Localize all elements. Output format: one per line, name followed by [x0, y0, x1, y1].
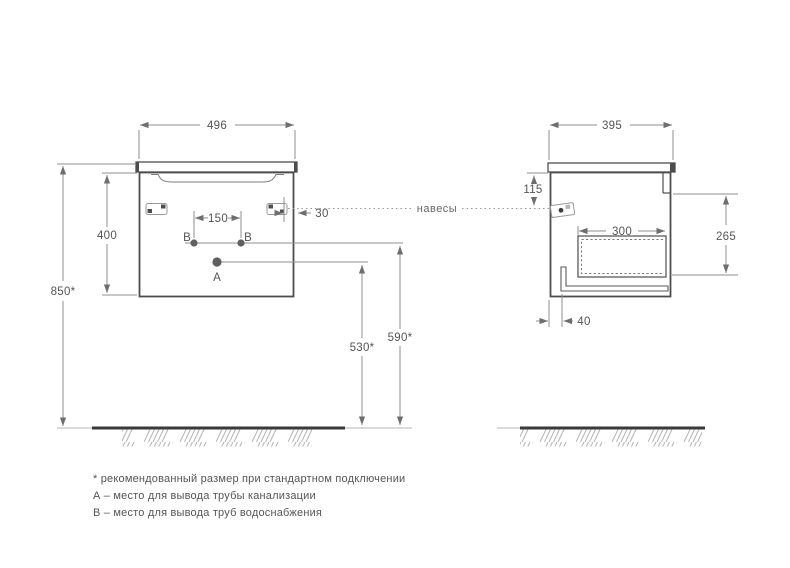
label-b-right: B — [244, 232, 252, 244]
dim-width-496 — [139, 120, 295, 159]
side-countertop — [548, 163, 675, 172]
dim-hanger-drop-115 — [523, 173, 548, 206]
svg-text:496: 496 — [206, 120, 228, 132]
dim-hanger-offset-30 — [276, 197, 329, 222]
side-countertop-front-cap — [670, 163, 675, 172]
svg-text:400: 400 — [96, 230, 118, 242]
floor-right — [497, 428, 705, 447]
hangers-label: навесы — [416, 203, 458, 215]
svg-text:150: 150 — [207, 213, 229, 225]
svg-text:40: 40 — [577, 316, 591, 328]
side-cabinet-body — [551, 173, 671, 297]
front-countertop — [136, 162, 297, 172]
front-countertop-left-cap — [136, 162, 139, 172]
dim-drawer-front-height-265 — [672, 194, 738, 275]
drain-hole-a — [212, 257, 221, 266]
svg-text:850*: 850* — [50, 286, 76, 298]
side-view — [523, 120, 738, 328]
label-a: A — [213, 272, 221, 284]
svg-text:530*: 530* — [349, 342, 375, 354]
water-hole-b-left — [190, 239, 197, 246]
dim-cabinet-height-400 — [97, 173, 137, 295]
svg-text:115: 115 — [523, 184, 543, 196]
svg-text:265: 265 — [715, 231, 737, 243]
svg-text:30: 30 — [315, 208, 329, 220]
label-b-left: B — [183, 232, 191, 244]
floor-hatching-left — [122, 430, 312, 447]
dim-back-clearance-40 — [536, 294, 591, 328]
floor-hatching-right — [520, 430, 702, 447]
svg-text:300: 300 — [611, 226, 633, 238]
svg-text:590*: 590* — [387, 332, 413, 344]
note-asterisk: * рекомендованный размер при стандартном подключении — [93, 473, 406, 485]
side-hanger-bracket — [550, 203, 574, 218]
front-view — [51, 120, 413, 426]
note-b: В – место для вывода труб водоснабжения — [93, 507, 323, 519]
notes — [93, 473, 405, 519]
dim-hole-a-height-530 — [350, 265, 375, 425]
floor-left — [57, 428, 412, 447]
dim-hole-b-height-590 — [388, 246, 413, 425]
svg-text:395: 395 — [601, 120, 623, 132]
front-countertop-right-cap — [294, 162, 297, 172]
dim-depth-395 — [549, 120, 673, 160]
note-a: А – место для вывода трубы канализации — [93, 490, 316, 502]
front-hanger-left — [146, 204, 167, 215]
